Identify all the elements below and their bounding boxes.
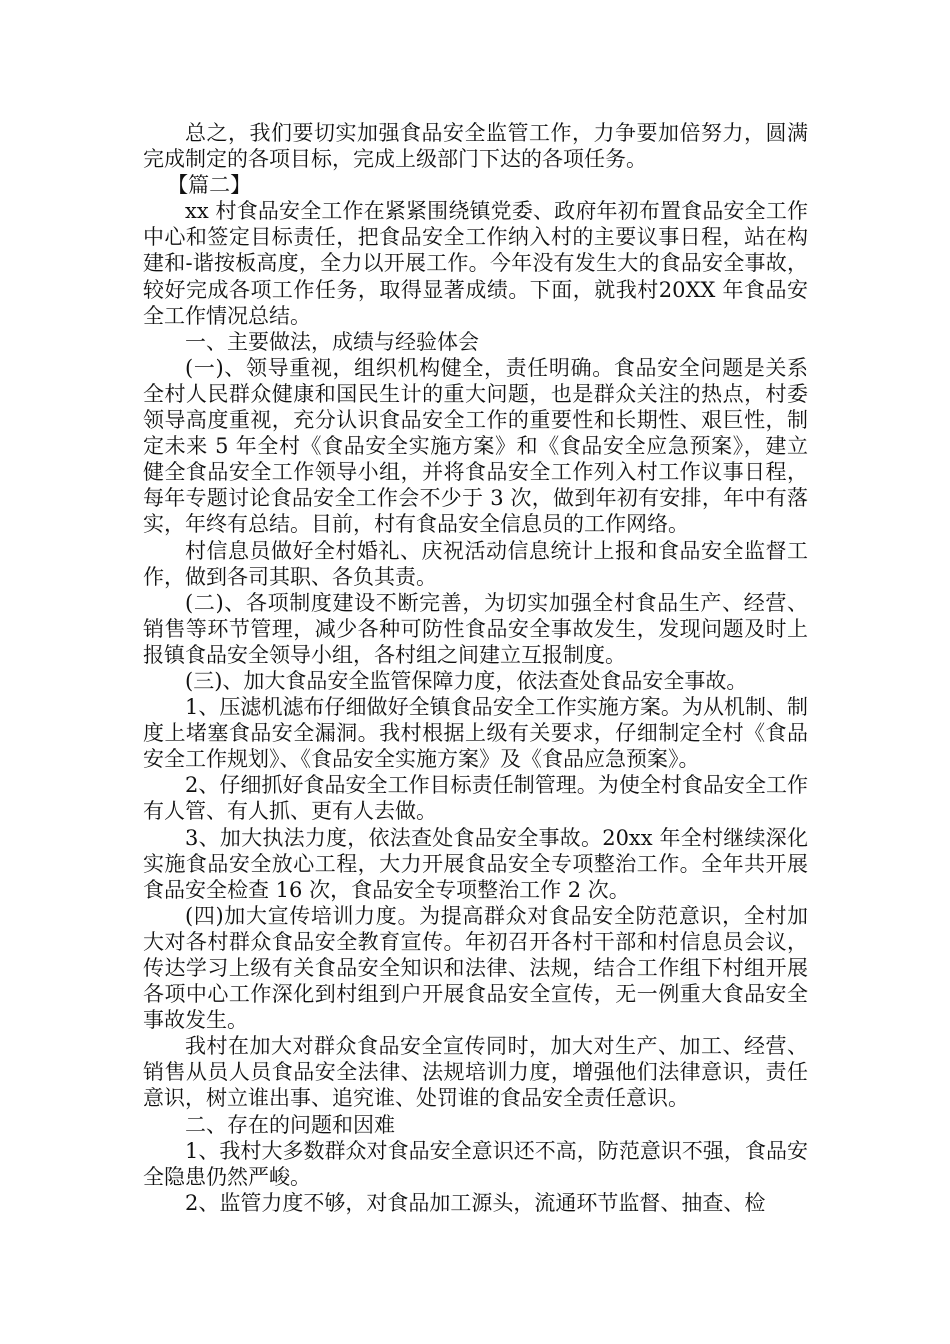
paragraph-publicity: (四)加大宣传培训力度。为提高群众对食品安全防范意识，全村加大对各村群众食品安全教育宣传。年初召开各村干部和村信息员会议，传达学习上级有关食品安全知识和法律、法规，结合工作组下村组开展各项中心工作深化到村组到户开展食品安全宣传，无一例重大食品安全事故发生。 (143, 903, 808, 1033)
paragraph-intro: xx 村食品安全工作在紧紧围绕镇党委、政府年初布置食品安全工作中心和签定目标责任，把食品安全工作纳入村的主要议事日程，站在构建和-谐按板高度，全力以开展工作。今年没有发生大的食品安全事故，较好完成各项工作任务，取得显著成绩。下面，就我村20XX 年食品安全工作情况总结。 (143, 199, 808, 328)
paragraph-training: 我村在加大对群众食品安全宣传同时，加大对生产、加工、经营、销售从员人员食品安全法律、法规培训力度，增强他们法律意识，责任意识，树立谁出事、追究谁、处罚谁的食品安全责任意识。 (143, 1034, 808, 1111)
document-body (143, 120, 808, 1216)
heading-main-practices: 一、主要做法，成绩与经验体会 (185, 329, 479, 354)
list-item-3: 3、加大执法力度，依法查处食品安全事故。20xx 年全村继续深化实施食品安全放心工程，大力开展食品安全专项整治工作。全年共开展食品安全检查 16 次，食品安全专项整治工作 2 次。 (143, 825, 808, 902)
heading-problems: 二、存在的问题和因难 (185, 1112, 395, 1137)
problem-item-1: 1、我村大多数群众对食品安全意识还不高，防范意识不强，食品安全隐患仍然严峻。 (143, 1138, 808, 1189)
paragraph-systems: (二)、各项制度建设不断完善，为切实加强全村食品生产、经营、销售等环节管理，减少各种可防性食品安全事故发生，发现问题及时上报镇食品安全领导小组，各村组之间建立互报制度。 (143, 590, 808, 667)
paragraph-supervision: (三)、加大食品安全监管保障力度，依法查处食品安全事故。 (185, 668, 748, 693)
paragraph-conclusion: 总之，我们要切实加强食品安全监管工作，力争要加倍努力，圆满完成制定的各项目标，完成上级部门下达的各项任务。 (143, 121, 808, 172)
paragraph-info-officer: 村信息员做好全村婚礼、庆祝活动信息统计上报和食品安全监督工作，做到各司其职、各负其责。 (143, 538, 808, 589)
problem-item-2: 2、监管力度不够，对食品加工源头，流通环节监督、抽查、检 (185, 1190, 766, 1215)
section-heading-part-two: 【篇二】 (167, 173, 252, 198)
list-item-1: 1、压滤机滤布仔细做好全镇食品安全工作实施方案。为从机制、制度上堵塞食品安全漏洞。我村根据上级有关要求，仔细制定全村《食品安全工作规划》、《食品安全实施方案》及《食品应急预案》。 (143, 695, 808, 772)
paragraph-leadership: (一)、领导重视，组织机构健全，责任明确。食品安全问题是关系全村人民群众健康和国民生计的重大问题，也是群众关注的热点，村委领导高度重视，充分认识食品安全工作的重要性和长期性、艰巨性，制定未来 5 年全村《食品安全实施方案》和《食品安全应急预案》，建立健全食品安全工作领导小组，并将食品安全工作列入村工作议事日程，每年专题讨论食品安全工作会不少于 3 次，做到年初有安排，年中有落实，年终有总结。目前，村有食品安全信息员的工作网络。 (143, 355, 808, 537)
list-item-2: 2、仔细抓好食品安全工作目标责任制管理。为使全村食品安全工作有人管、有人抓、更有人去做。 (143, 773, 808, 824)
